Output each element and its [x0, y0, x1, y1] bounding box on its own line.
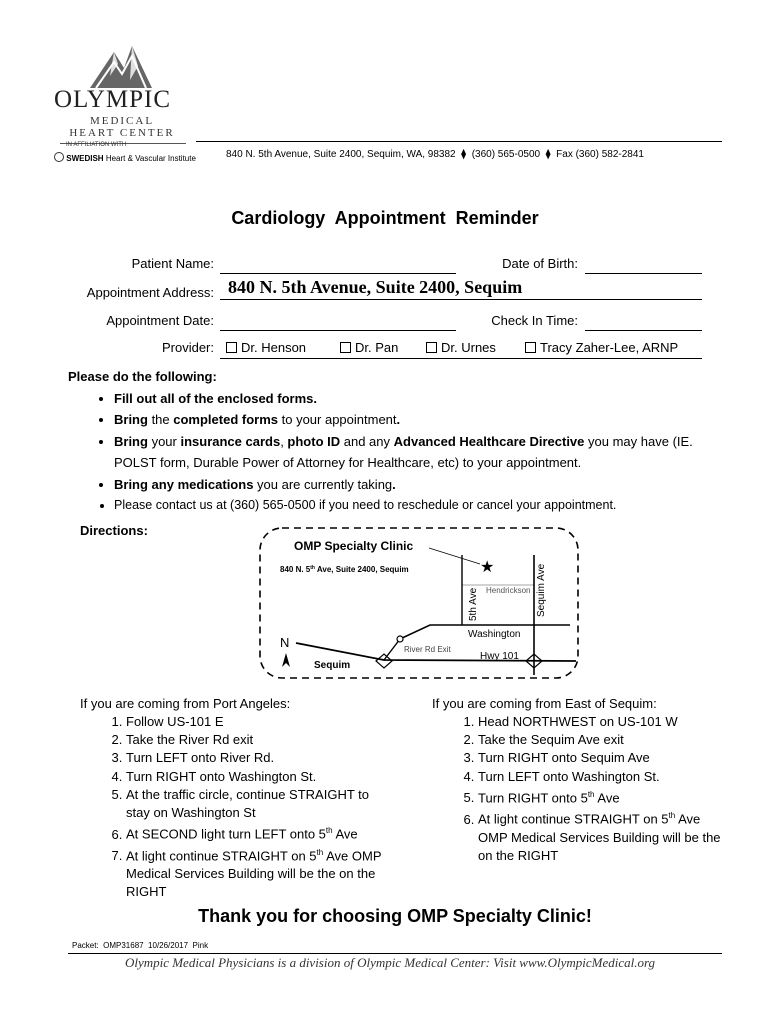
provider-options	[220, 340, 702, 359]
list-item: 2. Take the Sequim Ave exit	[478, 731, 732, 749]
map-fifth-ave: 5th Ave	[468, 587, 479, 621]
appt-address-value: 840 N. 5th Avenue, Suite 2400, Sequim	[228, 277, 523, 297]
list-item: 2. Take the River Rd exit	[126, 731, 420, 749]
provider-label: Provider:	[161, 340, 214, 355]
swedish-icon	[54, 152, 64, 162]
list-item: • Please contact us at (360) 565-0500 if you need to reschedule or cancel your appointment.	[114, 495, 718, 517]
footer-rule	[68, 953, 722, 954]
logo-affiliation: IN AFFILIATION WITH	[66, 142, 127, 148]
list-item: 1. Head NORTHWEST on US-101 W	[478, 713, 732, 731]
checkbox-icon[interactable]	[426, 342, 437, 353]
patient-name-label: Patient Name:	[131, 256, 214, 271]
map-clinic-label: OMP Specialty Clinic	[294, 539, 414, 553]
thank-you: Thank you for choosing OMP Specialty Clinic!	[198, 906, 592, 926]
list-item: 5. Turn RIGHT onto 5th Ave	[478, 786, 732, 808]
appt-address-field	[220, 277, 702, 300]
checkbox-icon[interactable]	[525, 342, 536, 353]
separator-icon: ⧫	[545, 149, 551, 160]
provider-option-pan[interactable]	[340, 340, 398, 355]
logo	[52, 40, 196, 170]
dob-label: Date of Birth:	[502, 256, 578, 271]
page-title: Cardiology Appointment Reminder	[231, 208, 539, 228]
dob-field[interactable]	[585, 256, 702, 274]
instructions	[68, 366, 718, 517]
map-hendrickson: Hendrickson	[486, 586, 531, 595]
instructions-heading: Please do the following:	[68, 369, 217, 384]
map-sequim-ave: Sequim Ave	[536, 563, 547, 617]
directions-heading: Directions:	[80, 523, 148, 538]
partner-rest: Heart & Vascular Institute	[105, 154, 196, 163]
footer-text: Olympic Medical Physicians is a division of Olympic Medical Center: Visit www.OlympicMedical.org	[124, 955, 656, 970]
provider-pan-label: Dr. Pan	[355, 340, 399, 355]
provider-zaher-lee-label: Tracy Zaher-Lee, ARNP	[540, 340, 679, 355]
list-item: 6. At light continue STRAIGHT on 5th Ave OMP Medical Services Building will be the on the RIGHT	[478, 807, 726, 865]
list-item: • Fill out all of the enclosed forms.	[114, 388, 718, 410]
list-item: 1. Follow US-101 E	[126, 713, 420, 731]
star-icon: ★	[480, 559, 495, 576]
appt-date-field[interactable]	[220, 313, 456, 331]
header-fax: Fax (360) 582-2841	[556, 149, 644, 160]
directions-east	[432, 695, 732, 865]
patient-name-field[interactable]	[220, 256, 456, 274]
north-arrow-icon	[282, 653, 290, 667]
header-phone: (360) 565-0500	[471, 149, 541, 160]
list-item: 7. At light continue STRAIGHT on 5th Ave OMP Medical Services Building will be the on the RIGHT	[126, 844, 396, 902]
logo-name: OLYMPIC	[54, 86, 172, 113]
provider-option-zaher-lee[interactable]	[525, 340, 678, 355]
partner-logo	[54, 152, 196, 163]
directions-west	[80, 695, 420, 902]
header-contact	[226, 149, 644, 160]
provider-urnes-label: Dr. Urnes	[441, 340, 496, 355]
list-item: 4. Turn RIGHT onto Washington St.	[126, 768, 420, 786]
appt-address-label: Appointment Address:	[86, 285, 214, 300]
header-address: 840 N. 5th Avenue, Suite 2400, Sequim, WA, 98382	[226, 149, 456, 160]
west-heading: If you are coming from Port Angeles:	[80, 696, 291, 711]
map-river-rd-exit: River Rd Exit	[404, 645, 451, 654]
logo-line1: MEDICAL	[89, 115, 155, 127]
checkin-field[interactable]	[585, 313, 702, 331]
list-item: 3. Turn LEFT onto River Rd.	[126, 749, 420, 767]
logo-line2: HEART CENTER	[69, 127, 175, 139]
map-sequim: Sequim	[314, 660, 351, 671]
map-washington: Washington	[468, 629, 521, 640]
checkbox-icon[interactable]	[340, 342, 351, 353]
west-steps	[80, 713, 420, 902]
provider-option-urnes[interactable]	[426, 340, 496, 355]
directions-map	[256, 525, 582, 685]
list-item: 3. Turn RIGHT onto Sequim Ave	[478, 749, 732, 767]
checkbox-icon[interactable]	[226, 342, 237, 353]
partner-bold: SWEDISH	[66, 154, 104, 163]
list-item: 4. Turn LEFT onto Washington St.	[478, 768, 732, 786]
list-item: 5. At the traffic circle, continue STRAIGHT to stay on Washington St	[126, 786, 396, 822]
map-address-label: 840 N. 5th Ave, Suite 2400, Sequim	[280, 565, 409, 574]
header-rule	[196, 141, 722, 142]
map-north: N	[280, 635, 290, 650]
list-item: 6. At SECOND light turn LEFT onto 5th Ave	[126, 822, 420, 844]
provider-henson-label: Dr. Henson	[241, 340, 307, 355]
packet-info: Packet: OMP31687 10/26/2017 Pink	[72, 941, 209, 950]
checkin-label: Check In Time:	[491, 313, 578, 328]
east-heading: If you are coming from East of Sequim:	[432, 696, 657, 711]
map-hwy: Hwy 101	[480, 651, 519, 662]
instructions-list	[68, 388, 718, 517]
list-item: • Bring any medications you are currently taking.	[114, 474, 718, 496]
list-item: • Bring the completed forms to your appointment.	[114, 409, 718, 431]
east-steps	[432, 713, 732, 865]
list-item: • Bring your insurance cards, photo ID and any Advanced Healthcare Directive you may have (IE. POLST form, Durable Power of Attorney for Healthcare, etc) to your appointment.	[114, 431, 718, 474]
provider-option-henson[interactable]	[226, 340, 306, 355]
separator-icon: ⧫	[461, 149, 467, 160]
appt-date-label: Appointment Date:	[106, 313, 214, 328]
